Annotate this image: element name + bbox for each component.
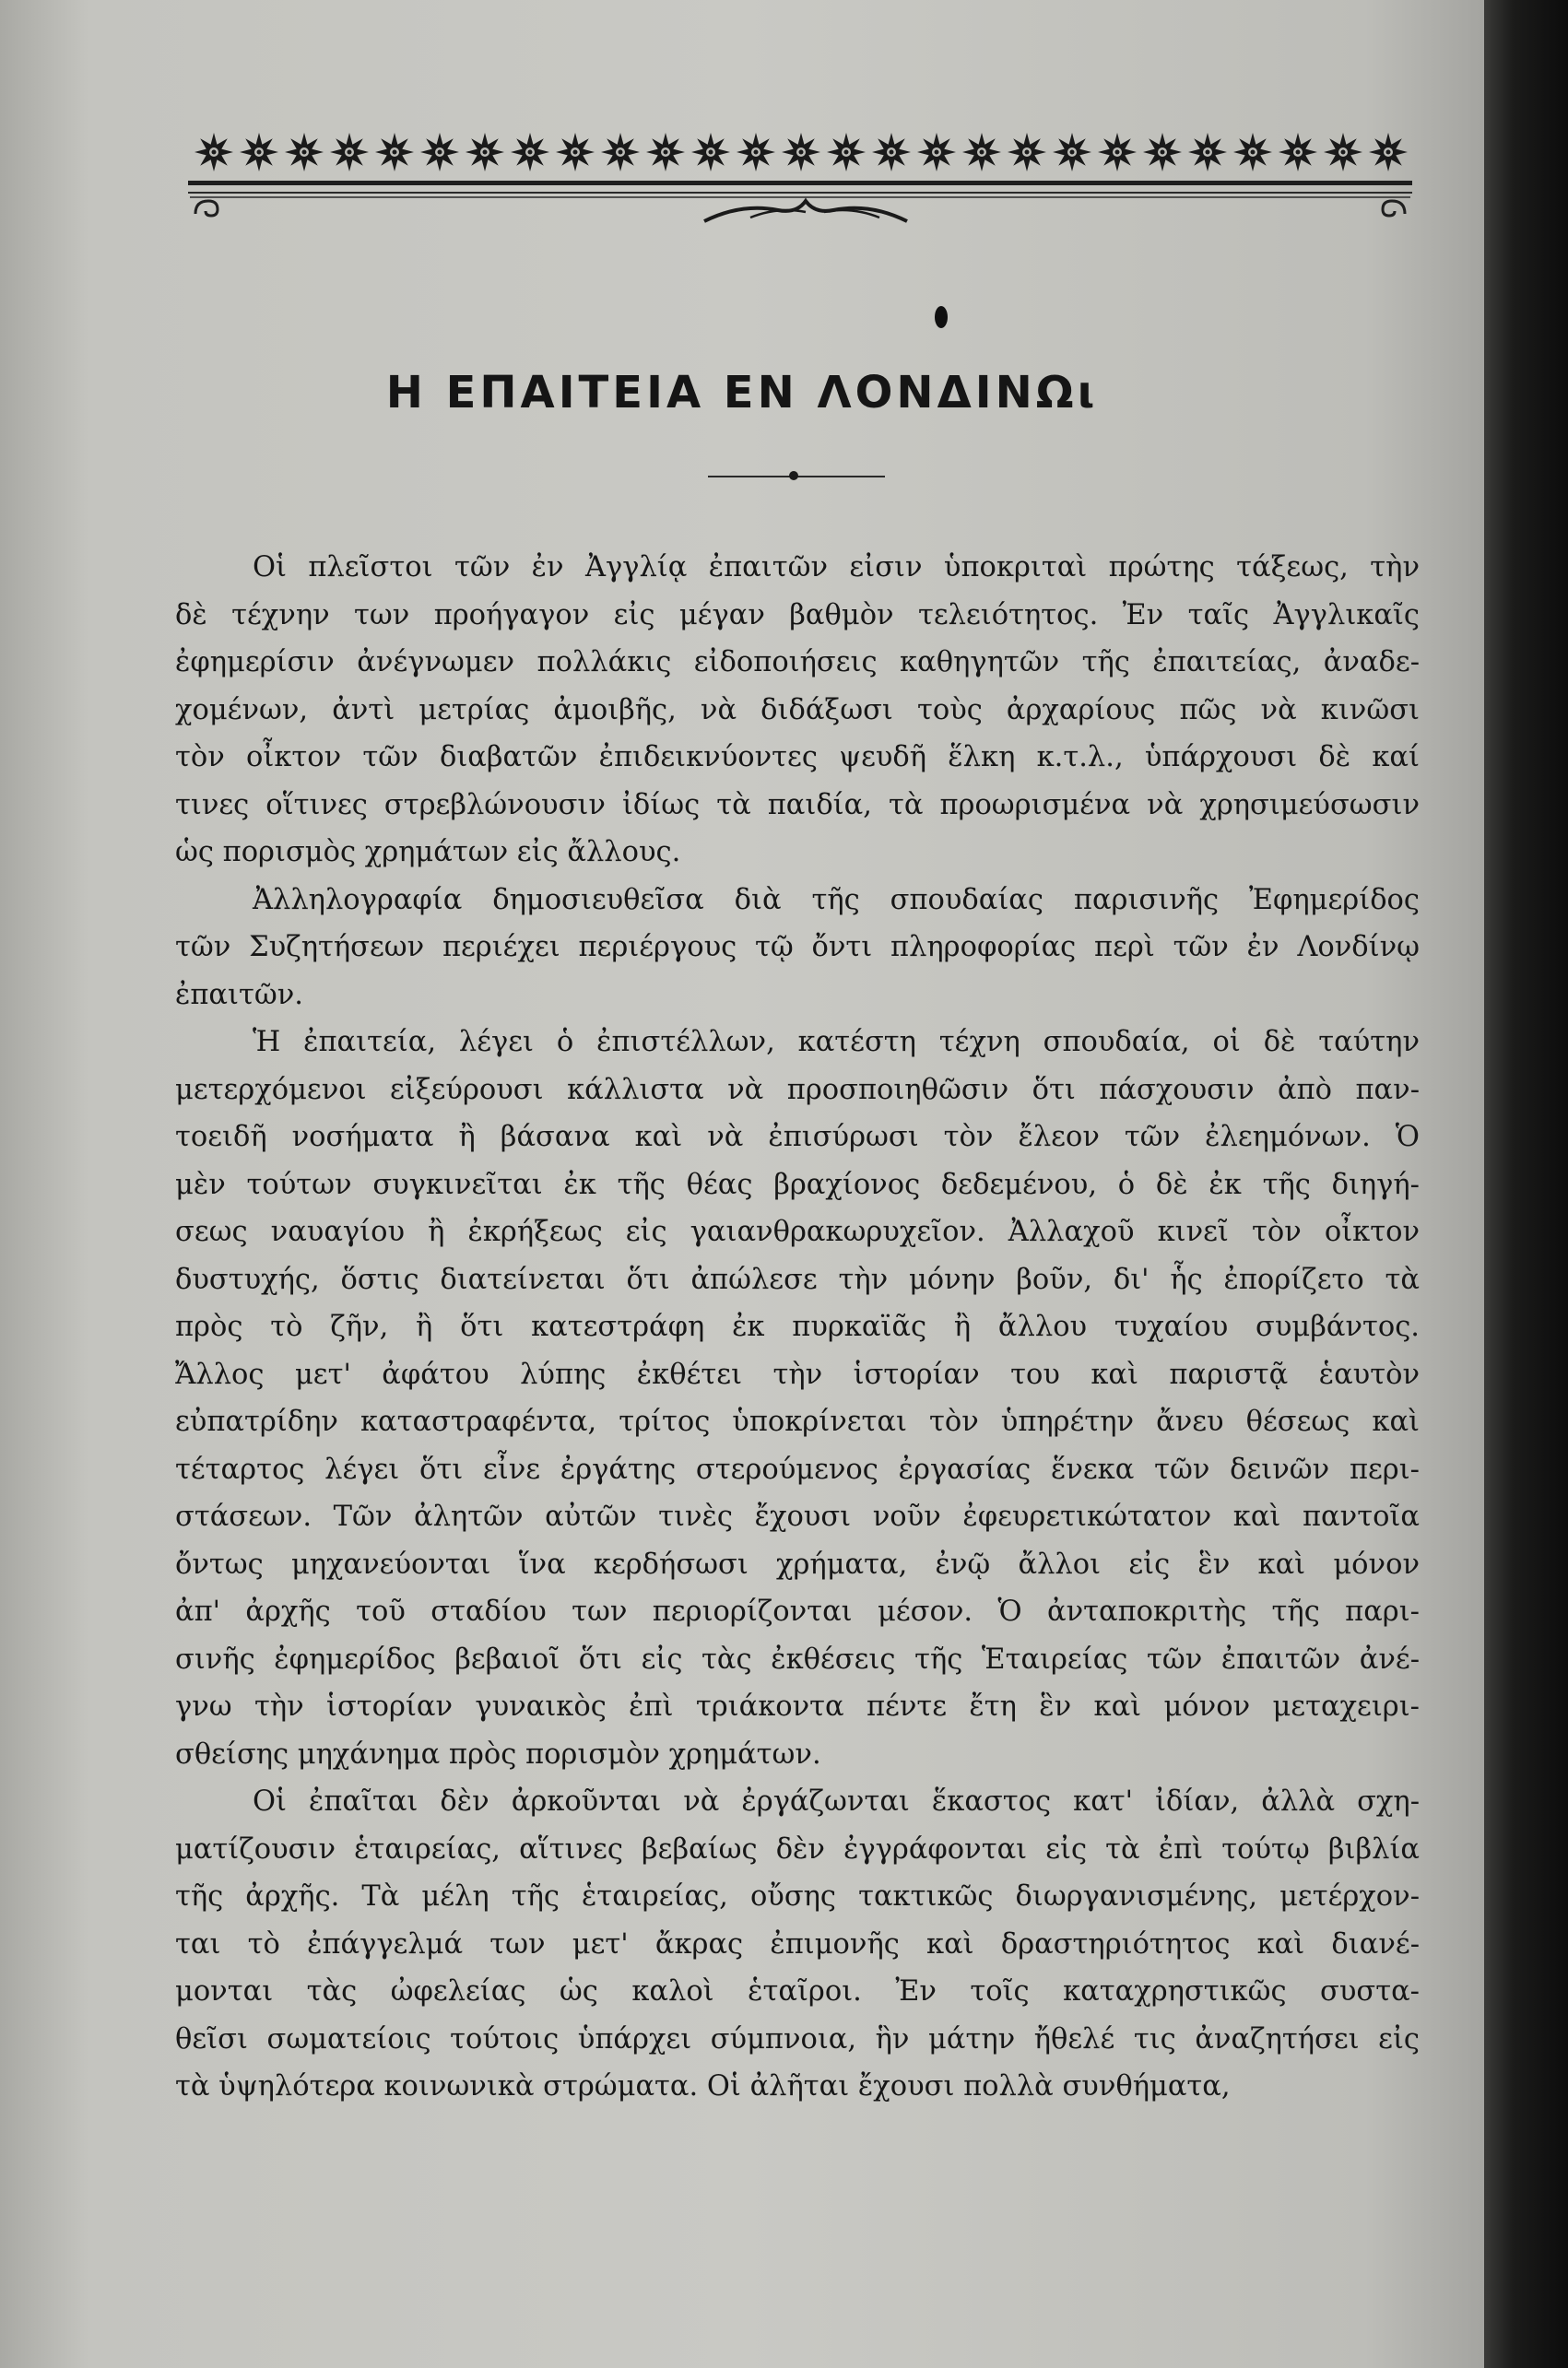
star-flower-icon bbox=[555, 132, 595, 172]
text-line: ἐπαιτῶν. bbox=[175, 978, 303, 1011]
star-flower-icon bbox=[1097, 132, 1138, 172]
text-line: στάσεων. Τῶν ἀλητῶν αὐτῶν τινὲς ἔχουσι νοῦν ἐφευρετικώτατον καὶ παντοῖα bbox=[175, 1501, 1420, 1533]
text-line: ἀπ' ἀρχῆς τοῦ σταδίου των περιορίζονται μέσον. Ὁ ἀνταποκριτὴς τῆς παρι- bbox=[175, 1596, 1420, 1628]
star-flower-icon bbox=[510, 132, 550, 172]
star-flower-icon bbox=[239, 132, 279, 172]
text-line: σεως ναυαγίου ἢ ἐκρήξεως εἰς γαιανθρακωρυχεῖον. Ἀλλαχοῦ κινεῖ τὸν οἶκτον bbox=[175, 1216, 1420, 1248]
text-line: ται τὸ ἐπάγγελμά των μετ' ἄκρας ἐπιμονῆς καὶ δραστηριότητος καὶ διανέ- bbox=[175, 1927, 1420, 1961]
text-line: χομένων, ἀντὶ μετρίας ἀμοιβῆς, νὰ διδάξωσι τοὺς ἀρχαρίους πῶς νὰ κινῶσι bbox=[175, 693, 1420, 726]
text-line: Οἱ ἐπαῖται δὲν ἀρκοῦνται νὰ ἐργάζωνται ἕκαστος κατ' ἰδίαν, ἀλλὰ σχη- bbox=[253, 1785, 1420, 1818]
text-line: εὐπατρίδην καταστραφέντα, τρίτος ὑποκρίνεται τὸν ὑπηρέτην ἄνευ θέσεως καὶ bbox=[175, 1406, 1420, 1438]
text-line: τὸν οἶκτον τῶν διαβατῶν ἐπιδεικνύοντες ψευδῆ ἕλκη κ.τ.λ., ὑπάρχουσι δὲ καί bbox=[175, 741, 1420, 773]
star-flower-icon bbox=[1323, 132, 1363, 172]
star-flower-icon bbox=[1187, 132, 1228, 172]
text-line: ὄντως μηχανεύονται ἵνα κερδήσωσι χρήματα, ἐνῷ ἄλλοι εἰς ἓν καὶ μόνον bbox=[175, 1548, 1420, 1581]
star-flower-icon bbox=[600, 132, 641, 172]
scroll-divider-icon bbox=[188, 195, 1412, 242]
star-flower-icon bbox=[1368, 132, 1409, 172]
text-line: δυστυχής, ὅστις διατείνεται ὅτι ἀπώλεσε τὴν μόνην βοῦν, δι' ἧς ἐπορίζετο τὰ bbox=[175, 1263, 1420, 1296]
text-line: μονται τὰς ὠφελείας ὡς καλοὶ ἑταῖροι. Ἐν τοῖς καταχρηστικῶς συστα- bbox=[175, 1975, 1420, 2008]
text-line: Οἱ πλεῖστοι τῶν ἐν Ἀγγλίᾳ ἐπαιτῶν εἰσιν ὑποκριταὶ πρώτης τάξεως, τὴν bbox=[253, 551, 1420, 583]
text-line: ματίζουσιν ἑταιρείας, αἵτινες βεβαίως δὲν ἐγγράφονται εἰς τὰ ἐπὶ τούτῳ βιβλία bbox=[175, 1832, 1420, 1866]
star-flower-icon bbox=[1278, 132, 1318, 172]
title-underline-dot bbox=[789, 471, 798, 480]
star-flower-icon bbox=[329, 132, 370, 172]
text-line: τοειδῆ νοσήματα ἢ βάσανα καὶ νὰ ἐπισύρωσι τὸν ἔλεον τῶν ἐλεημόνων. Ὁ bbox=[175, 1121, 1420, 1153]
text-line: μὲν τούτων συγκινεῖται ἐκ τῆς θέας βραχίονος δεδεμένου, ὁ δὲ ἐκ τῆς διηγή- bbox=[175, 1168, 1420, 1201]
text-line: γνω τὴν ἱστορίαν γυναικὸς ἐπὶ τριάκοντα πέντε ἔτη ἓν καὶ μόνον μεταχειρι- bbox=[175, 1691, 1420, 1723]
text-line: τῆς ἀρχῆς. Τὰ μέλη τῆς ἑταιρείας, οὔσης τακτικῶς διωργανισμένης, μετέρχον- bbox=[175, 1880, 1420, 1913]
star-flower-icon bbox=[1232, 132, 1273, 172]
text-line: τὰ ὑψηλότερα κοινωνικὰ στρώματα. Οἱ ἀλῆται ἔχουσι πολλὰ συνθήματα, bbox=[175, 2070, 1231, 2103]
star-flower-icon bbox=[645, 132, 686, 172]
header-rule-thin bbox=[188, 192, 1412, 194]
decorative-dot bbox=[935, 306, 948, 328]
article-body bbox=[175, 544, 1420, 2111]
star-flower-icon bbox=[916, 132, 957, 172]
text-line: Ἡ ἐπαιτεία, λέγει ὁ ἐπιστέλλων, κατέστη τέχνη σπουδαία, οἱ δὲ ταύτην bbox=[253, 1026, 1420, 1058]
star-flower-icon bbox=[1007, 132, 1047, 172]
text-line: Ἄλλος μετ' ἀφάτου λύπης ἐκθέτει τὴν ἱστορίαν του καὶ παριστᾷ ἑαυτὸν bbox=[175, 1358, 1420, 1391]
star-flower-icon bbox=[284, 132, 324, 172]
star-flower-icon bbox=[961, 132, 1002, 172]
star-flower-icon bbox=[826, 132, 867, 172]
text-line: πρὸς τὸ ζῆν, ἢ ὅτι κατεστράφη ἐκ πυρκαϊᾶς ἢ ἄλλου τυχαίου συμβάντος. bbox=[175, 1311, 1420, 1343]
text-line: τινες οἵτινες στρεβλώνουσιν ἰδίως τὰ παιδία, τὰ προωρισμένα νὰ χρησιμεύσωσιν bbox=[175, 788, 1420, 821]
star-flower-icon bbox=[194, 132, 234, 172]
text-line: δὲ τέχνην των προήγαγον εἰς μέγαν βαθμὸν τελειότητος. Ἐν ταῖς Ἀγγλικαῖς bbox=[175, 598, 1420, 631]
star-flower-icon bbox=[1052, 132, 1092, 172]
star-flower-icon bbox=[465, 132, 505, 172]
text-line: τῶν Συζητήσεων περιέχει περιέργους τῷ ὄντι πληροφορίας περὶ τῶν ἐν Λονδίνῳ bbox=[175, 931, 1420, 963]
text-line: μετερχόμενοι εἰξεύρουσι κάλλιστα νὰ προσποιηθῶσιν ὅτι πάσχουσιν ἀπὸ παν- bbox=[175, 1073, 1420, 1106]
text-line: ἐφημερίσιν ἀνέγνωμεν πολλάκις εἰδοποιήσεις καθηγητῶν τῆς ἐπαιτείας, ἀναδε- bbox=[175, 646, 1420, 678]
text-line: τέταρτος λέγει ὅτι εἶνε ἐργάτης στερούμενος ἐργασίας ἕνεκα τῶν δεινῶν περι- bbox=[175, 1453, 1420, 1486]
star-flower-icon bbox=[374, 132, 415, 172]
star-flower-icon bbox=[1142, 132, 1183, 172]
book-binding-shadow bbox=[1484, 0, 1568, 2368]
star-flower-icon bbox=[690, 132, 731, 172]
star-flower-icon bbox=[736, 132, 776, 172]
text-line: Ἀλληλογραφία δημοσιευθεῖσα διὰ τῆς σπουδαίας παρισινῆς Ἐφημερίδος bbox=[253, 883, 1420, 916]
text-line: θεῖσι σωματείοις τούτοις ὑπάρχει σύμπνοια, ἣν μάτην ἤθελέ τις ἀναζητήσει εἰς bbox=[175, 2022, 1420, 2056]
header-rule-thick bbox=[188, 181, 1412, 185]
text-line: ὡς πορισμὸς χρημάτων εἰς ἄλλους. bbox=[175, 836, 681, 868]
star-flower-icon bbox=[781, 132, 821, 172]
star-ornament-border bbox=[194, 127, 1409, 177]
star-flower-icon bbox=[871, 132, 912, 172]
text-line: σινῆς ἐφημερίδος βεβαιοῖ ὅτι εἰς τὰς ἐκθέσεις τῆς Ἑταιρείας τῶν ἐπαιτῶν ἀνέ- bbox=[175, 1643, 1420, 1676]
text-line: σθείσης μηχάνημα πρὸς πορισμὸν χρημάτων. bbox=[175, 1738, 821, 1771]
star-flower-icon bbox=[419, 132, 460, 172]
article-title: Η ΕΠΑΙΤΕΙΑ ΕΝ ΛΟΝΔΙΝΩι bbox=[385, 367, 1099, 418]
